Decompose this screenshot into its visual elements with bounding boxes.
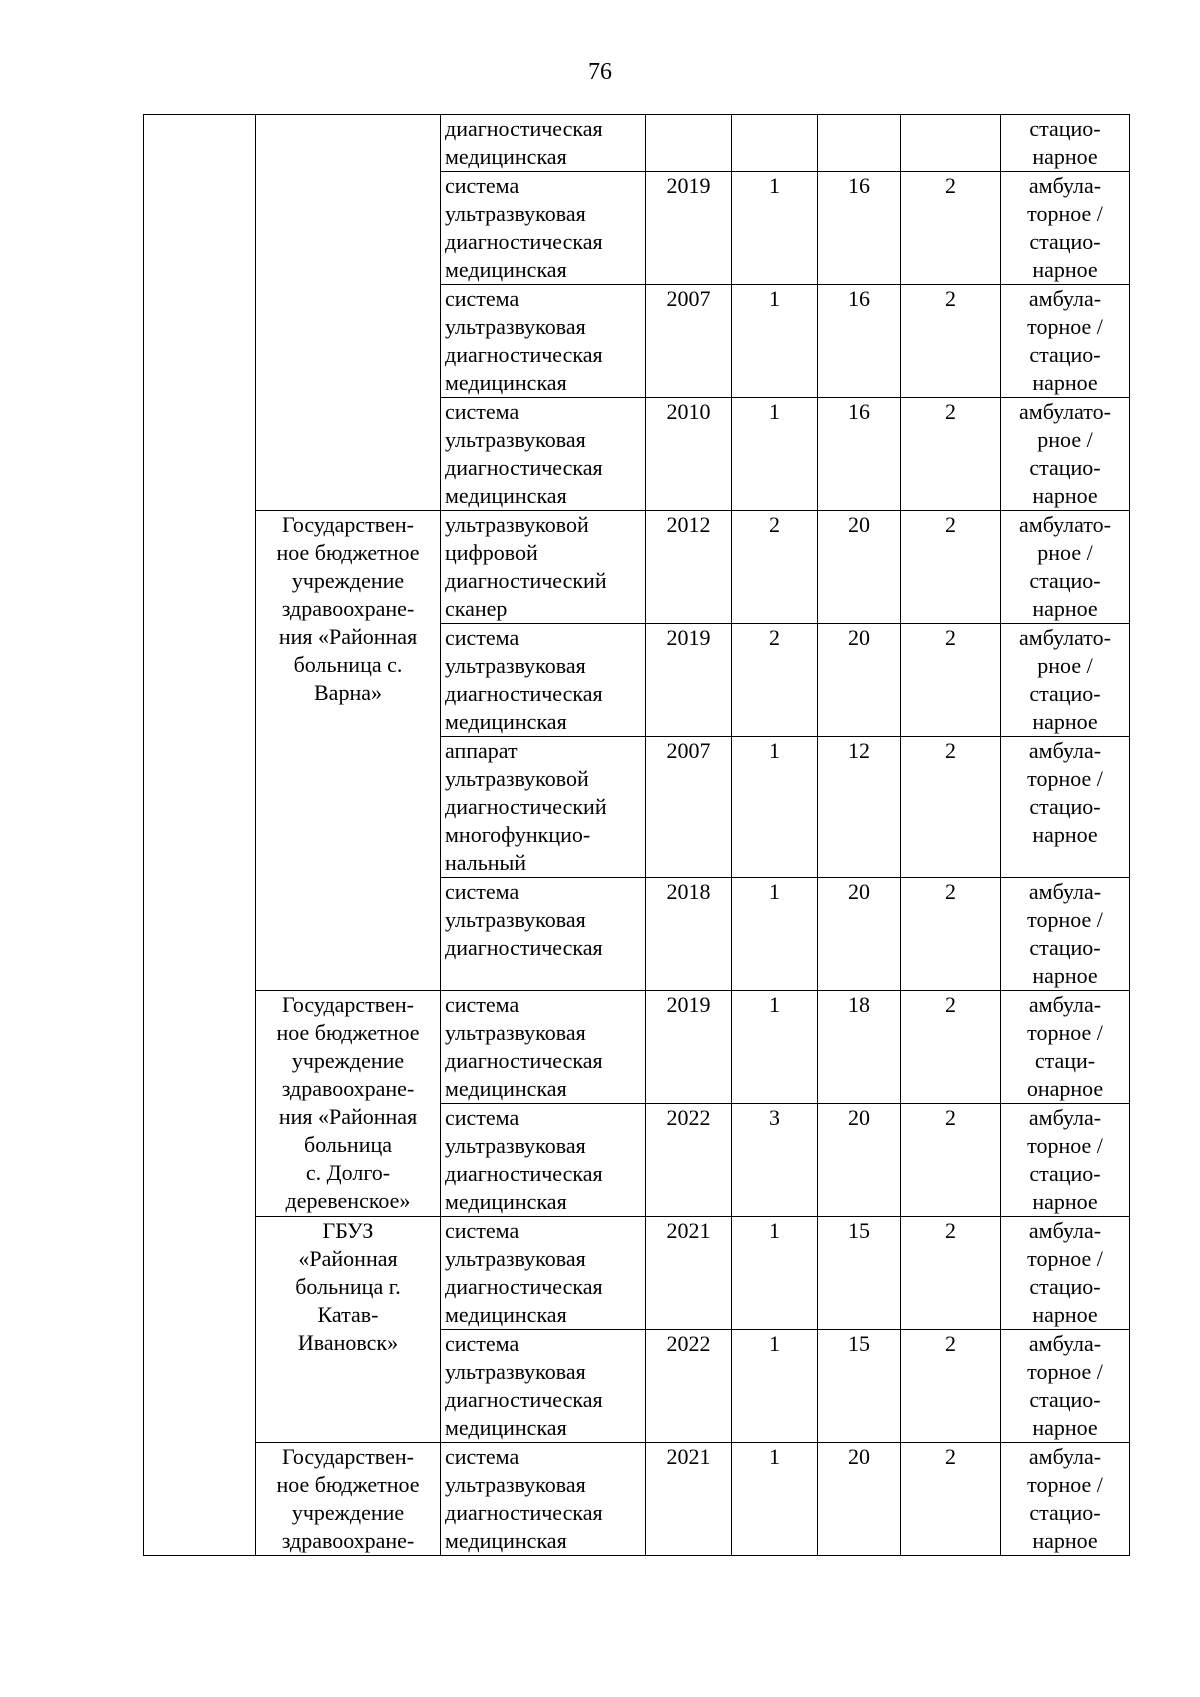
shifts-cell: 2 <box>901 737 1001 878</box>
year-cell: 2022 <box>646 1104 732 1217</box>
value-cell: 12 <box>818 737 901 878</box>
shifts-cell: 2 <box>901 991 1001 1104</box>
year-cell: 2019 <box>646 172 732 285</box>
organization-cell: Государствен- ное бюджетное учреждение здравоохране- ния «Районная больница с. Варна» <box>256 511 441 991</box>
year-cell: 2019 <box>646 991 732 1104</box>
page-number: 76 <box>588 59 612 85</box>
value-cell: 18 <box>818 991 901 1104</box>
equipment-name-cell: диагностическая медицинская <box>441 115 646 172</box>
quantity-cell: 1 <box>732 991 818 1104</box>
equipment-name-cell: система ультразвуковая диагностическая медицинская <box>441 398 646 511</box>
shifts-cell: 2 <box>901 285 1001 398</box>
quantity-cell: 2 <box>732 511 818 624</box>
year-cell: 2021 <box>646 1217 732 1330</box>
value-cell: 20 <box>818 1104 901 1217</box>
value-cell: 20 <box>818 624 901 737</box>
equipment-name-cell: аппарат ультразвуковой диагностический многофункцио- нальный <box>441 737 646 878</box>
table-row <box>144 1443 1130 1556</box>
year-cell: 2007 <box>646 737 732 878</box>
quantity-cell: 1 <box>732 285 818 398</box>
mode-cell: амбула- торное / стацио- нарное <box>1001 1104 1130 1217</box>
shifts-cell: 2 <box>901 1217 1001 1330</box>
equipment-name-cell: система ультразвуковая диагностическая медицинская <box>441 1217 646 1330</box>
organization-cell <box>256 115 441 511</box>
value-cell: 20 <box>818 878 901 991</box>
organization-cell: Государствен- ное бюджетное учреждение здравоохране- ния «Районная больница с. Долго- деревенское» <box>256 991 441 1217</box>
mode-cell: амбулато- рное / стацио- нарное <box>1001 624 1130 737</box>
mode-cell: амбула- торное / стацио- нарное <box>1001 1443 1130 1556</box>
shifts-cell: 2 <box>901 511 1001 624</box>
shifts-cell: 2 <box>901 1330 1001 1443</box>
shifts-cell <box>901 115 1001 172</box>
quantity-cell: 1 <box>732 1443 818 1556</box>
mode-cell: амбула- торное / стацио- нарное <box>1001 1217 1130 1330</box>
year-cell: 2019 <box>646 624 732 737</box>
value-cell: 16 <box>818 398 901 511</box>
shifts-cell: 2 <box>901 878 1001 991</box>
quantity-cell: 2 <box>732 624 818 737</box>
year-cell: 2022 <box>646 1330 732 1443</box>
equipment-name-cell: система ультразвуковая диагностическая медицинская <box>441 285 646 398</box>
mode-cell: амбула- торное / стацио- нарное <box>1001 1330 1130 1443</box>
shifts-cell: 2 <box>901 398 1001 511</box>
quantity-cell: 3 <box>732 1104 818 1217</box>
year-cell: 2007 <box>646 285 732 398</box>
mode-cell: амбула- торное / стаци- онарное <box>1001 991 1130 1104</box>
quantity-cell: 1 <box>732 1217 818 1330</box>
year-cell: 2021 <box>646 1443 732 1556</box>
year-cell: 2018 <box>646 878 732 991</box>
table-row <box>144 991 1130 1104</box>
shifts-cell: 2 <box>901 172 1001 285</box>
equipment-name-cell: система ультразвуковая диагностическая медицинская <box>441 624 646 737</box>
quantity-cell: 1 <box>732 878 818 991</box>
equipment-name-cell: система ультразвуковая диагностическая медицинская <box>441 1104 646 1217</box>
equipment-name-cell: система ультразвуковая диагностическая <box>441 878 646 991</box>
mode-cell: амбула- торное / стацио- нарное <box>1001 172 1130 285</box>
equipment-name-cell: система ультразвуковая диагностическая медицинская <box>441 1330 646 1443</box>
equipment-name-cell: система ультразвуковая диагностическая медицинская <box>441 991 646 1104</box>
shifts-cell: 2 <box>901 1104 1001 1217</box>
year-cell: 2010 <box>646 398 732 511</box>
mode-cell: стацио- нарное <box>1001 115 1130 172</box>
mode-cell: амбула- торное / стацио- нарное <box>1001 737 1130 878</box>
equipment-name-cell: система ультразвуковая диагностическая медицинская <box>441 172 646 285</box>
table-row <box>144 511 1130 624</box>
value-cell: 20 <box>818 511 901 624</box>
value-cell: 15 <box>818 1330 901 1443</box>
equipment-table <box>143 114 1130 1556</box>
value-cell: 16 <box>818 172 901 285</box>
shifts-cell: 2 <box>901 624 1001 737</box>
mode-cell: амбулато- рное / стацио- нарное <box>1001 511 1130 624</box>
quantity-cell <box>732 115 818 172</box>
mode-cell: амбулато- рное / стацио- нарное <box>1001 398 1130 511</box>
mode-cell: амбула- торное / стацио- нарное <box>1001 878 1130 991</box>
shifts-cell: 2 <box>901 1443 1001 1556</box>
mode-cell: амбула- торное / стацио- нарное <box>1001 285 1130 398</box>
empty-first-column-cell <box>144 115 256 1556</box>
table-row <box>144 115 1130 172</box>
value-cell: 16 <box>818 285 901 398</box>
equipment-name-cell: ультразвуковой цифровой диагностический сканер <box>441 511 646 624</box>
organization-cell: ГБУЗ «Районная больница г. Катав- Ивановск» <box>256 1217 441 1443</box>
table-row <box>144 1217 1130 1330</box>
quantity-cell: 1 <box>732 172 818 285</box>
organization-cell: Государствен- ное бюджетное учреждение здравоохране- <box>256 1443 441 1556</box>
year-cell <box>646 115 732 172</box>
value-cell: 15 <box>818 1217 901 1330</box>
quantity-cell: 1 <box>732 737 818 878</box>
quantity-cell: 1 <box>732 1330 818 1443</box>
quantity-cell: 1 <box>732 398 818 511</box>
equipment-name-cell: система ультразвуковая диагностическая медицинская <box>441 1443 646 1556</box>
year-cell: 2012 <box>646 511 732 624</box>
value-cell <box>818 115 901 172</box>
value-cell: 20 <box>818 1443 901 1556</box>
